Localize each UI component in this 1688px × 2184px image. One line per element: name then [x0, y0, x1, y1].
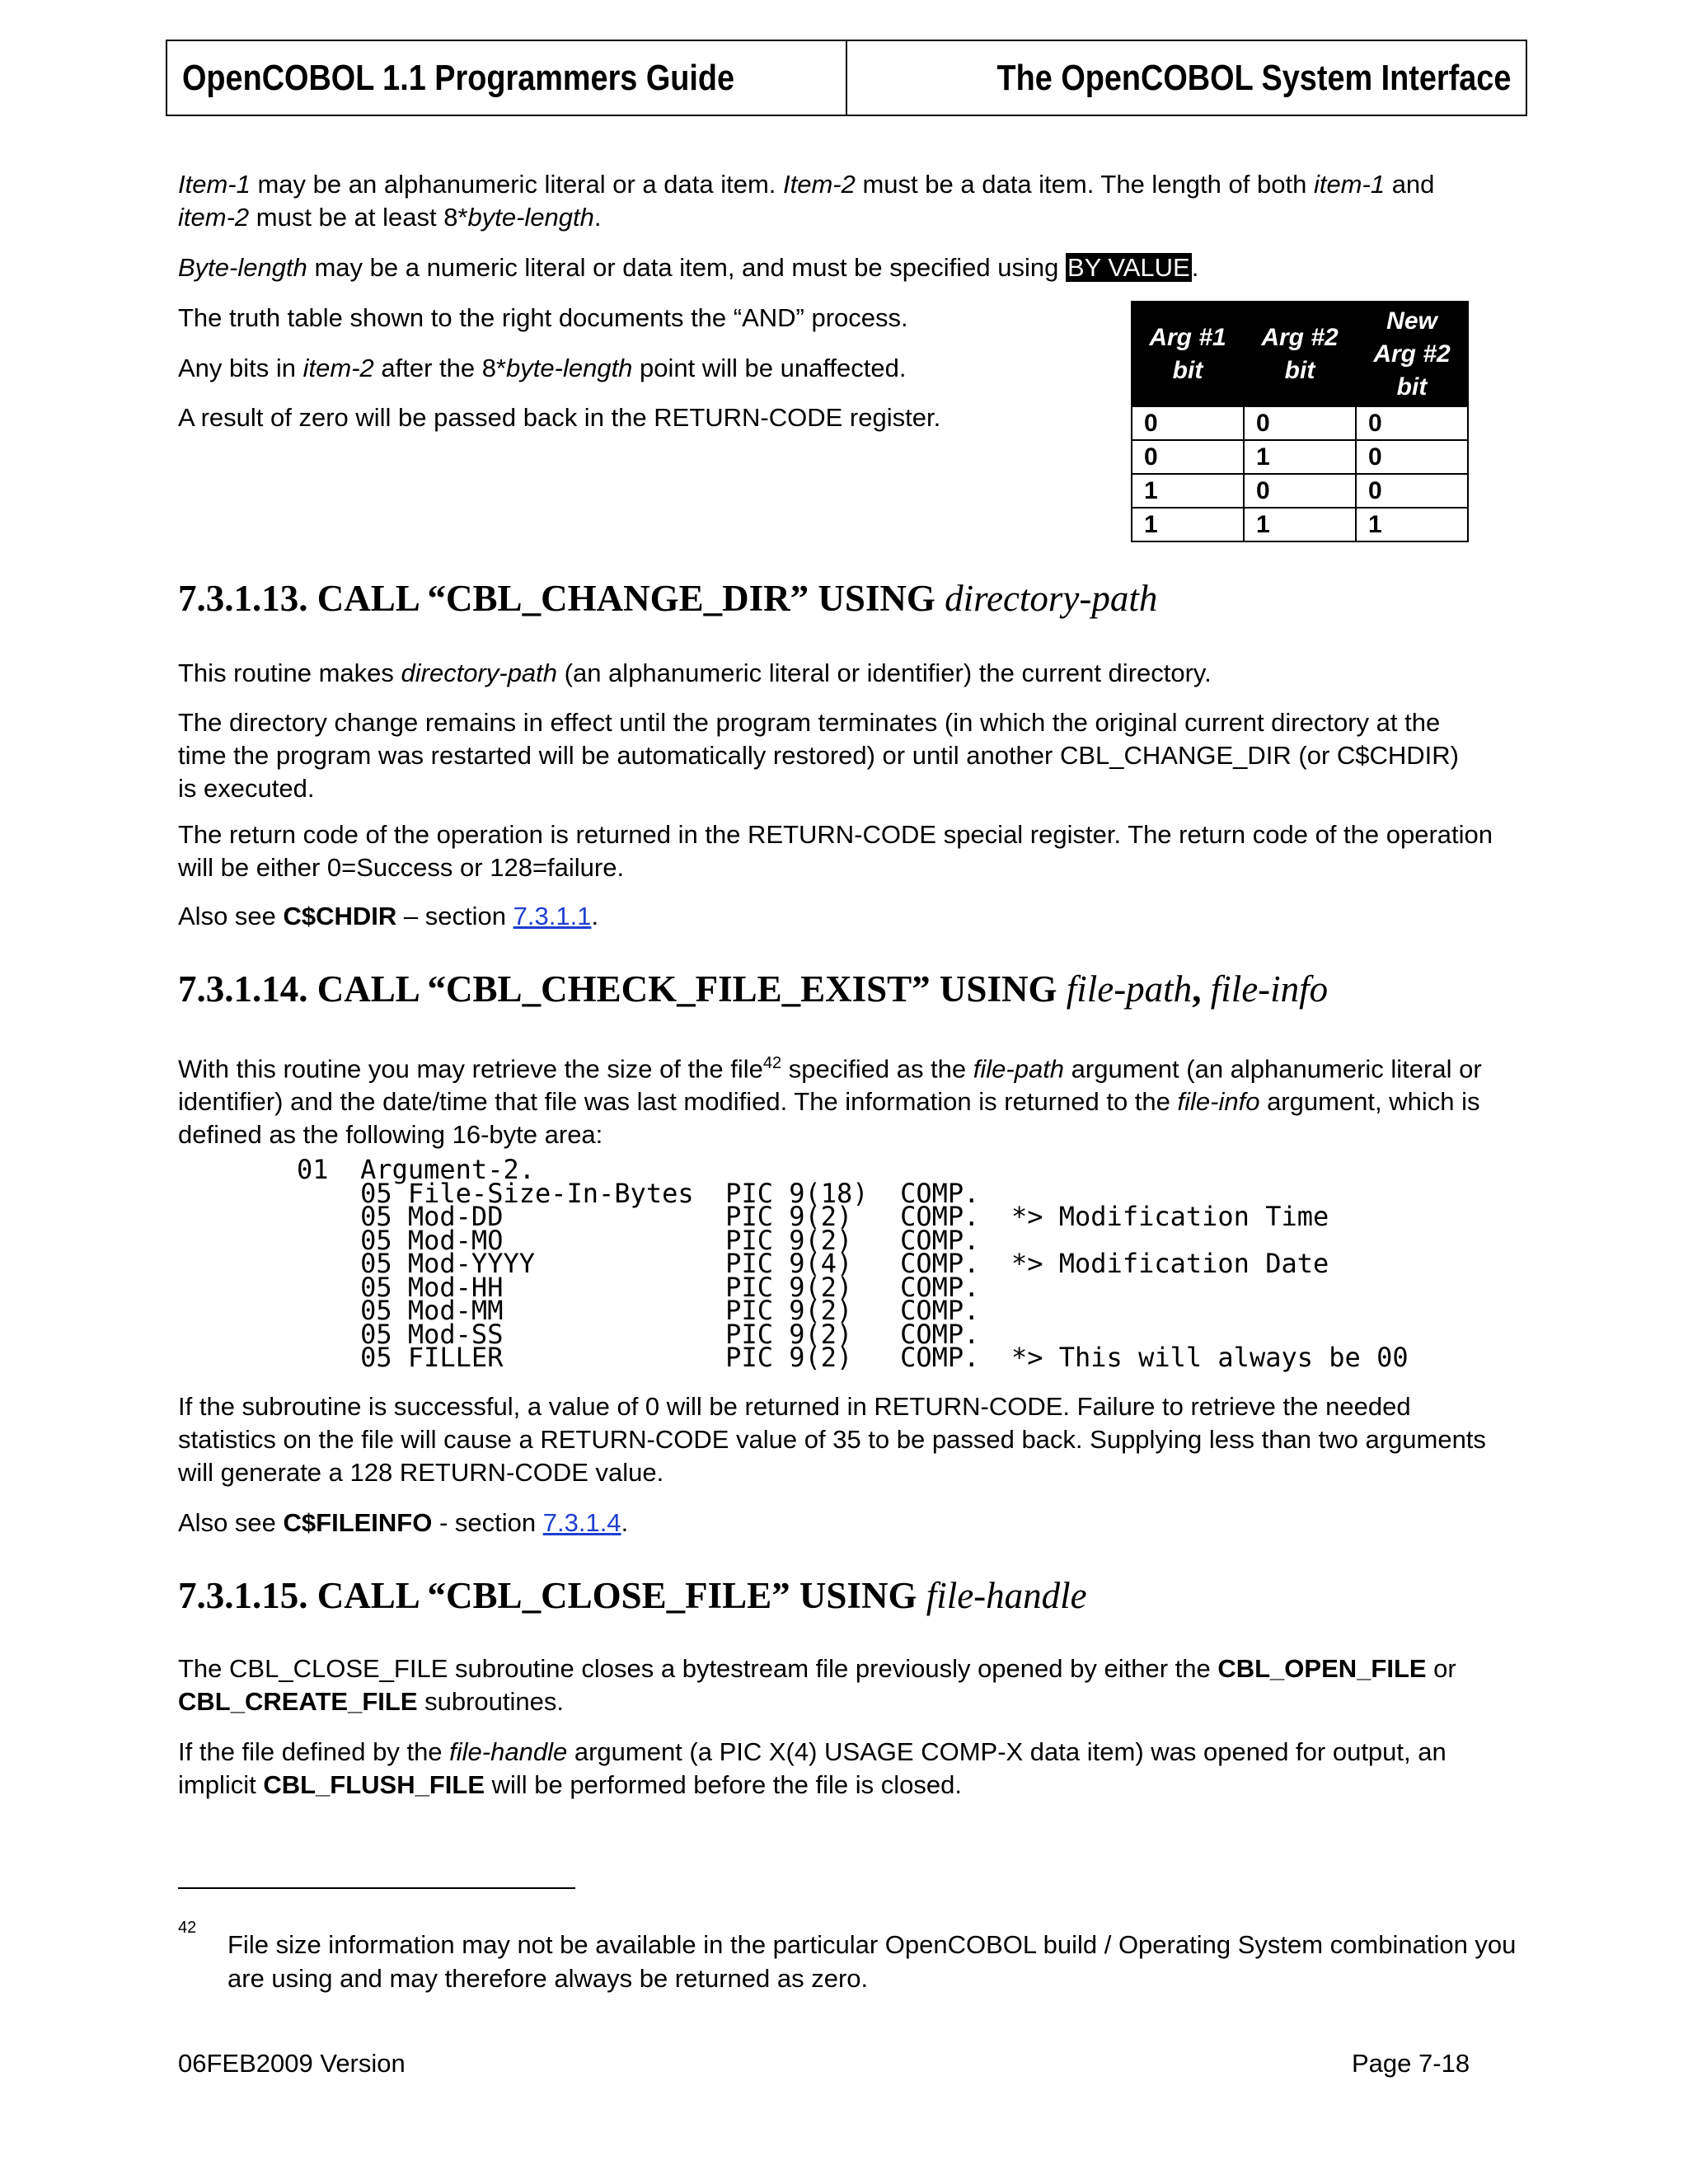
change-dir-paragraph-duration: The directory change remains in effect until the program terminates (in which the original current directory at the time the program was restarted will be automatically restored) or until another CBL_CHANGE_DIR (or C$CHDIR) is executed. [178, 708, 1459, 803]
truth-table-cell: 1 [1132, 474, 1244, 508]
section-heading-check-file-exist: 7.3.1.14. CALL “CBL_CHECK_FILE_EXIST” USING file-path, file-info [178, 968, 1329, 1010]
argument-2-code-block: 01 Argument-2. 05 File-Size-In-Bytes PIC 9(18) COMP. 05 Mod-DD PIC 9(2) COMP. *> Modification Time 05 Mod-MO PIC 9(2) COMP. 05 Mod-YYYY PIC 9(4) COMP. *> Modification Date 05 Mod-HH PIC 9(2) COMP. 05 Mod-MM PIC 9(2) COMP. 05 Mod-SS PIC 9(2) COMP. 05 FILLER PIC 9(2) COMP. *> This will always be 00 [297, 1154, 1409, 1373]
header-chapter-title: The OpenCOBOL System Interface [996, 57, 1511, 98]
check-file-exist-see-also: Also see C$FILEINFO - section 7.3.1.4. [178, 1508, 629, 1537]
footnote-text: File size information may not be available in the particular OpenCOBOL build / Operating System combination you are using and may therefore always be returned as zero. [227, 1930, 1517, 1993]
truth-table-cell: 1 [1356, 508, 1468, 541]
footer-page-number: Page 7-18 [1352, 2049, 1470, 2078]
by-value-highlight: BY VALUE [1067, 253, 1190, 282]
footer-version: 06FEB2009 Version [178, 2049, 406, 2078]
page-header [166, 40, 1527, 116]
check-file-exist-paragraph-intro: With this routine you may retrieve the size of the file$^{42}$ specified as the file-path argument (an alphanumeric literal or identifier) and the date/time that file was last modified. The information is returned to the file-info argument, which is defined as the following 16-byte area: [178, 1054, 1482, 1150]
check-file-exist-paragraph-result: If the subroutine is successful, a value of 0 will be returned in RETURN-CODE. Failure to retrieve the needed statistics on the file will cause a RETURN-CODE value of 35 to be passed back. Supplying less than two arguments will generate a 128 RETURN-CODE value. [178, 1392, 1486, 1487]
truth-table-cell: 0 [1132, 406, 1244, 440]
section-link-7-3-1-4[interactable]: 7.3.1.4 [542, 1508, 621, 1537]
change-dir-paragraph-return: The return code of the operation is returned in the RETURN-CODE special register. The return code of the operation will be either 0=Success or 128=failure. [178, 820, 1493, 882]
close-file-paragraph-intro: The CBL_CLOSE_FILE subroutine closes a bytestream file previously opened by either the CBL_OPEN_FILE or CBL_CREATE_FILE subroutines. [178, 1654, 1456, 1716]
footnote-number: 42 [178, 1919, 197, 1937]
change-dir-see-also: Also see C$CHDIR – section 7.3.1.1. [178, 902, 599, 930]
change-dir-paragraph-intro: This routine makes directory-path (an alphanumeric literal or identifier) the current directory. [178, 658, 1212, 687]
truth-table-header-row [1132, 302, 1468, 406]
header-chapter-title-cell [847, 41, 1526, 115]
section-link-7-3-1-1[interactable]: 7.3.1.1 [513, 902, 592, 930]
truth-table-cell: 0 [1356, 474, 1468, 508]
truth-table-cell: 0 [1356, 440, 1468, 474]
truth-table-row [1132, 406, 1468, 440]
truth-table-header-arg1: Arg #1 bit [1132, 302, 1244, 406]
truth-table-header-arg2: Arg #2 bit [1244, 302, 1356, 406]
footnote-reference-42: 42 [762, 1054, 782, 1072]
truth-table-cell: 1 [1132, 508, 1244, 541]
footnote-separator [178, 1887, 575, 1889]
truth-table-cell: 0 [1244, 406, 1356, 440]
truth-table-cell: 1 [1244, 508, 1356, 541]
intro-paragraph-items: Item-1 may be an alphanumeric literal or a data item. Item-2 must be a data item. The length of both item-1 and item-2 must be at least 8*byte-length. [178, 170, 1435, 232]
section-heading-close-file: 7.3.1.15. CALL “CBL_CLOSE_FILE” USING file-handle [178, 1575, 1087, 1616]
intro-paragraph-unaffected-bits: Any bits in item-2 after the 8*byte-length point will be unaffected. [178, 354, 907, 382]
truth-table-cell: 0 [1356, 406, 1468, 440]
intro-paragraph-return-code: A result of zero will be passed back in the RETURN-CODE register. [178, 403, 941, 432]
header-guide-title: OpenCOBOL 1.1 Programmers Guide [182, 57, 735, 98]
truth-table-row [1132, 440, 1468, 474]
close-file-paragraph-flush: If the file defined by the file-handle argument (a PIC X(4) USAGE COMP-X data item) was opened for output, an implicit CBL_FLUSH_FILE will be performed before the file is closed. [178, 1737, 1447, 1799]
truth-table-cell: 1 [1244, 440, 1356, 474]
truth-table-row [1132, 474, 1468, 508]
section-heading-change-dir: 7.3.1.13. CALL “CBL_CHANGE_DIR” USING directory-path [178, 578, 1158, 619]
truth-table-cell: 0 [1132, 440, 1244, 474]
truth-table-cell: 0 [1244, 474, 1356, 508]
truth-table-header-new-arg2: New Arg #2 bit [1356, 302, 1468, 406]
and-truth-table [1131, 301, 1469, 542]
intro-paragraph-byte-length: Byte-length may be a numeric literal or data item, and must be specified using BY VALUE. [178, 253, 1199, 282]
header-guide-title-cell [167, 41, 847, 115]
intro-paragraph-truth-table: The truth table shown to the right documents the “AND” process. [178, 303, 908, 332]
truth-table-row [1132, 508, 1468, 541]
